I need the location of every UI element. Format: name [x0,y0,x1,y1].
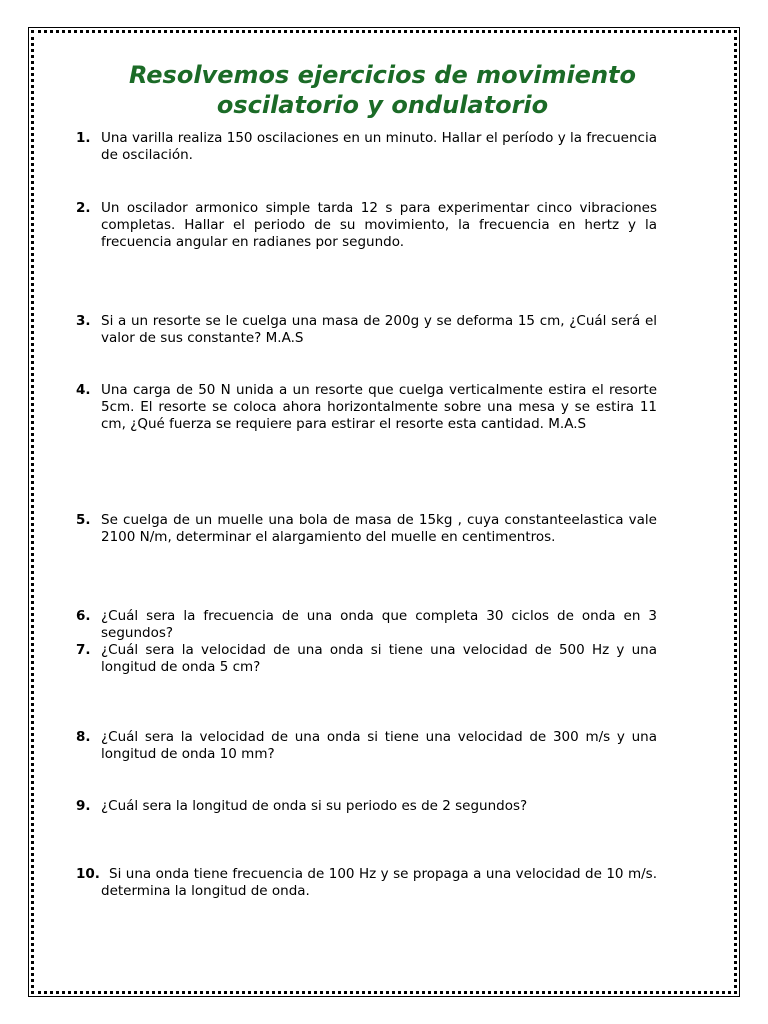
exercise-text: Si a un resorte se le cuelga una masa de 200g y se deforma 15 cm, ¿Cuál será el valor de sus constante? M.A.S [101,313,657,346]
exercise-text: ¿Cuál sera la longitud de onda si su periodo es de 2 segundos? [101,798,528,814]
exercise-text: Una varilla realiza 150 oscilaciones en un minuto. Hallar el período y la frecuencia de oscilación. [101,130,657,163]
exercise-number: 6. [76,608,91,624]
exercise-text: Se cuelga de un muelle una bola de masa de 15kg , cuya constanteelastica vale 2100 N/m, determinar el alargamiento del muelle en centimentros. [101,512,657,545]
exercise-number: 9. [76,798,91,814]
exercise-text: ¿Cuál sera la velocidad de una onda si tiene una velocidad de 500 Hz y una longitud de onda 5 cm? [101,642,657,675]
exercise-text: Una carga de 50 N unida a un resorte que cuelga verticalmente estira el resorte 5cm. El resorte se coloca ahora horizontalmente sobre una mesa y se estira 11 cm, ¿Qué fuerza se requiere para estirar el resorte esta cantidad. M.A.S [101,382,657,432]
exercise-5 [76,512,657,546]
exercise-number: 5. [76,512,91,528]
exercise-number: 3. [76,313,91,329]
exercise-7 [76,642,657,676]
exercise-2 [76,200,657,251]
exercise-number: 1. [76,130,91,146]
exercise-1 [76,130,657,164]
page-title: Resolvemos ejercicios de movimiento oscilatorio y ondulatorio [128,61,636,119]
exercise-3 [76,313,657,347]
exercise-number: 4. [76,382,91,398]
exercise-number: 10. [76,866,100,882]
exercise-8 [76,729,657,763]
exercise-number: 2. [76,200,91,216]
exercise-number: 8. [76,729,91,745]
exercise-4 [76,382,657,433]
exercise-text: ¿Cuál sera la velocidad de una onda si tiene una velocidad de 300 m/s y una longitud de onda 10 mm? [101,729,657,762]
exercise-text: ¿Cuál sera la frecuencia de una onda que completa 30 ciclos de onda en 3 segundos? [101,608,657,641]
exercise-9 [76,798,657,815]
exercise-text: Si una onda tiene frecuencia de 100 Hz y se propaga a una velocidad de 10 m/s. determina la longitud de onda. [101,866,657,899]
exercise-6 [76,608,657,642]
exercise-10 [76,866,657,900]
exercise-number: 7. [76,642,91,658]
exercise-text: Un oscilador armonico simple tarda 12 s para experimentar cinco vibraciones completas. Hallar el periodo de su movimiento, la frecuencia en hertz y la frecuencia angular en radianes por segundo. [101,200,657,250]
